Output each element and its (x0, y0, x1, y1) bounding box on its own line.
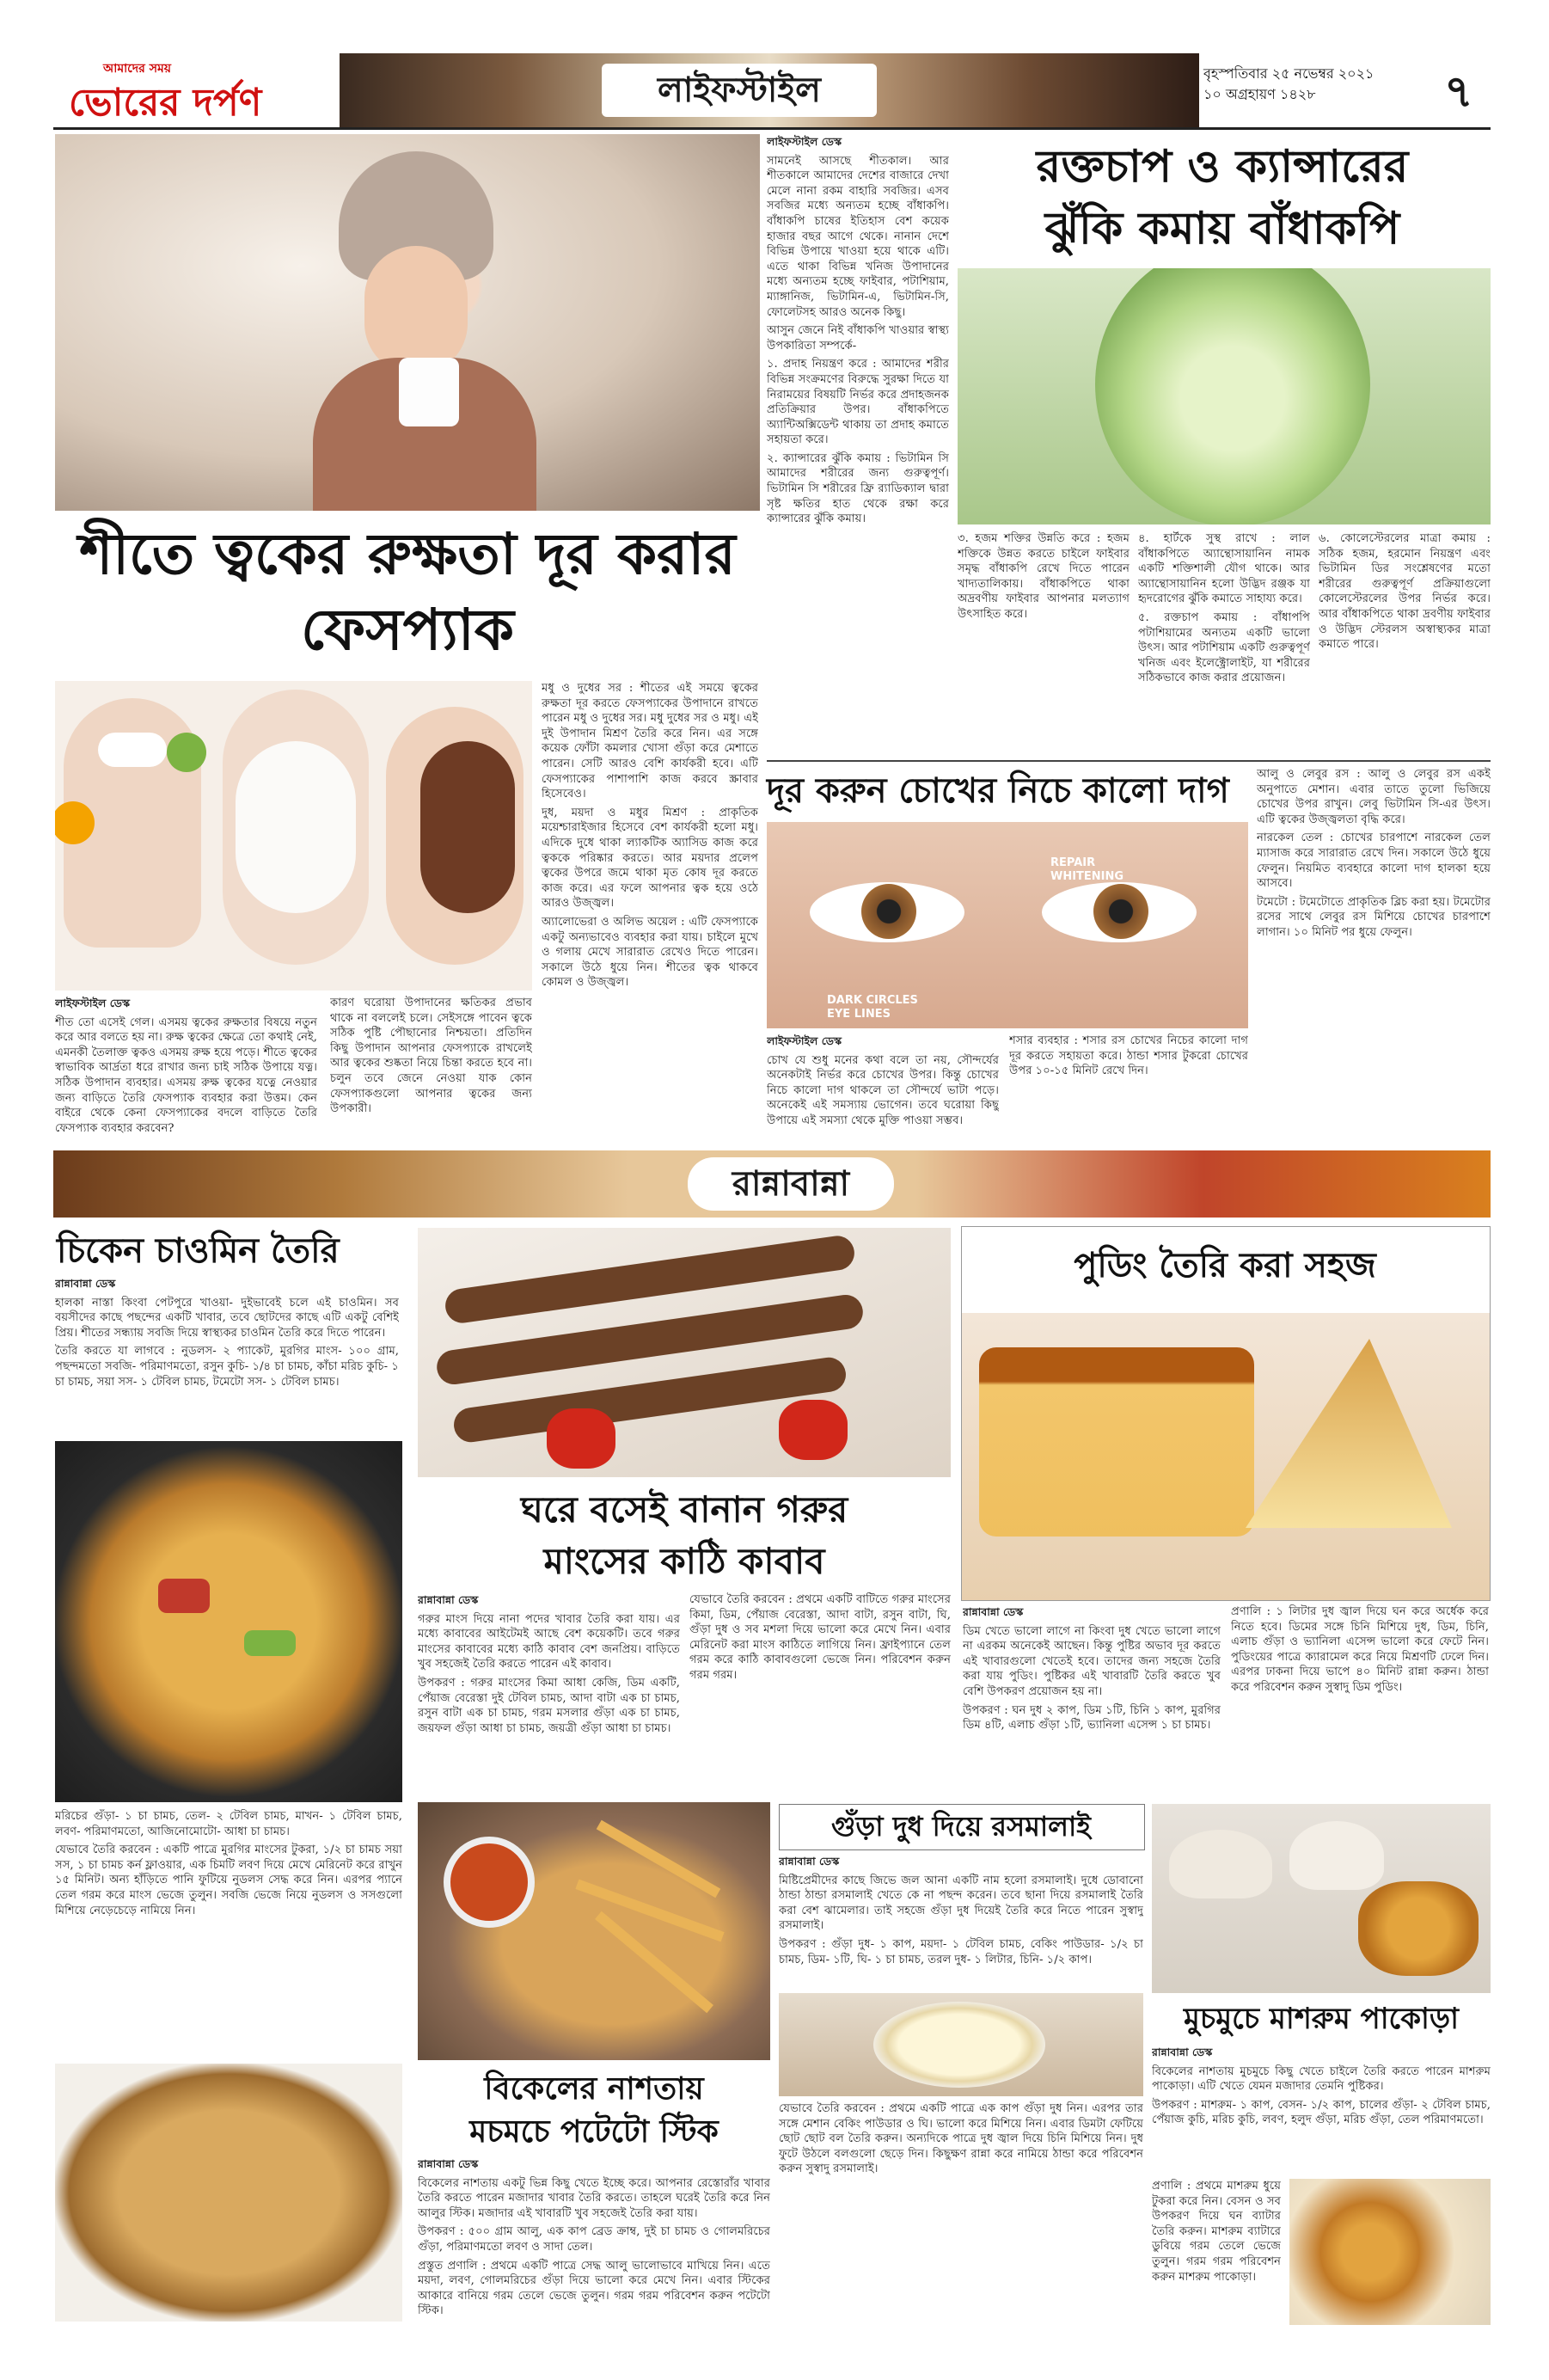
cabbage-col-4 (1319, 531, 1491, 757)
potato-paragraph: প্রস্তুত প্রণালি : প্রথমে একটি পাত্রে সেদ্ধ আলু ভালোভাবে মাখিয়ে নিন। এতে ময়দা, লবণ, গোলমরিচের গুঁড়া দিয়ে ভালো করে মেখে নিন। এবার স্টিকের আকারে বানিয়ে গরম তেলে ভেজে তুলুন। গরম গরম পরিবেশন করুন পটেটো স্টিক। (418, 2259, 770, 2318)
pudding-paragraph: প্রণালি : ১ লিটার দুধ জ্বাল দিয়ে ঘন করে অর্ধেক করে নিতে হবে। ডিমের সঙ্গে চিনি মিশিয়ে দুধ, ডিম, চিনি, এলাচ গুঁড়া ও ভ্যানিলা এসেন্স ভালো করে ফেটে নিন। পুডিংয়ের পাত্রে ক্যারামেল করে নিয়ে মিশ্রণটি ঢেলে দিন। এরপর ঢাকনা দিয়ে ভাপে ৪০ মিনিট রান্না করুন। ঠান্ডা করে পরিবেশন করুন সুস্বাদু ডিম পুডিং। (1231, 1605, 1489, 1694)
chowmein-paragraph: হালকা নাস্তা কিংবা পেটপুরে খাওয়া- দুইভাবেই চলে এই চাওমিন। সব বয়সীদের কাছে পছন্দের একটি খাবার, তবে ছোটদের কাছে এটি একটু বেশিই প্রিয়। শীতের সন্ধ্যায় সবজি দিয়ে স্বাস্থ্যকর চাওমিন তৈরি করে দিতে পারেন। (55, 1296, 399, 1340)
mushroom-photo (1152, 1804, 1491, 1993)
cabbage-col-1 (767, 134, 949, 755)
logo-tagline: আমাদের সময় (103, 62, 171, 76)
food-section-title: রান্নাবান্না (688, 1157, 894, 1211)
rasmalai-paragraph: উপকরণ : গুঁড়া দুধ- ১ কাপ, ময়দা- ১ টেবিল চামচ, বেকিং পাউডার- ১/২ চা চামচ, ডিম- ১টি, ঘি- ১ চা চামচ, তরল দুধ- ১ লিটার, চিনি- ১/২ কাপ। (779, 1937, 1143, 1966)
potato-paragraph: বিকেলের নাশতায় একটু ভিন্ন কিছু খেতে ইচ্ছে করে। আপনার রেস্তোরাঁর খাবার তৈরি করতে পারেন মজাদার খাবার তৈরি করতে। তাহলে ঘরেই তৈরি করে নিন আলুর স্টিক। মজাদার এই খাবারটি খুব সহজেই তৈরি করা যায়। (418, 2176, 770, 2220)
cabbage-paragraph: ৪. হার্টকে সুস্থ রাখে : লাল বাঁধাকপিতে অ্যান্থোসায়ানিন নামক একটি শক্তিশালী যৌগ থাকে। আর অ্যান্থোসায়ানিন হলো উদ্ভিদ রঞ্জক যা হৃদরোগের ঝুঁকি কমাতে সাহায্য করে। (1138, 532, 1310, 606)
facepack-photo (55, 681, 532, 991)
cabbage-paragraph: ১. প্রদাহ নিয়ন্ত্রণ করে : আমাদের শরীর বিভিন্ন সংক্রমণের বিরুদ্ধে সুরক্ষা দিতে যা নিরাময়ের বিষয়টি নির্ভর করে প্রদাহজনক প্রতিক্রিয়ার উপর। বাঁধাকপিতে অ্যান্টিঅক্সিডেন্ট থাকায় তা প্রদাহ কমাতে সহায়তা করে। (767, 358, 949, 447)
cabbage-col-3 (1138, 531, 1310, 757)
kebab-paragraph: যেভাবে তৈরি করবেন : প্রথমে একটি বাটিতে গরুর মাংসের কিমা, ডিম, পেঁয়াজ বেরেস্তা, আদা বাটা, রসুন বাটা, ঘি, গুঁড়া দুধ ও সব মশলা দিয়ে ভালো করে মেখে নিন। এবার মেরিনেট করা মাংস কাঠিতে লাগিয়ে নিন। ফ্রাইপ্যানে তেল গরম করে কাঠি কাবাবগুলো ভেজে নিন। পরিবেশন করুন গরম গরম। (689, 1593, 951, 1682)
cabbage-paragraph: ৩. হজম শক্তির উন্নতি করে : হজম শক্তিকে উন্নত করতে চাইলে ফাইবার সমৃদ্ধ বাঁধাকপি রেখে দিতে পারেন খাদ্যতালিকায়। বাঁধাকপিতে থাকা অদ্রবণীয় ফাইবার আপনার মলত্যাগ উৎসাহিত করে। (958, 532, 1130, 621)
mushroom-pakora-photo (1289, 2179, 1491, 2325)
rasmalai-byline: রান্নাবান্না ডেস্ক (779, 1855, 840, 1868)
whitening-label: WHITENING (1050, 870, 1124, 883)
eyes-photo (767, 822, 1248, 1028)
section-title: লাইফস্টাইল (602, 64, 877, 117)
pudding-col-1 (963, 1604, 1221, 1800)
chowmein-paragraph: মরিচের গুঁড়া- ১ চা চামচ, তেল- ২ টেবিল চামচ, মাখন- ১ টেবিল চামচ, লবণ- পরিমাণমতো, আজিনোমোটো- আধা চা চামচ। (55, 1810, 402, 1838)
kebab-col-2 (689, 1592, 951, 1756)
rasmalai-intro (779, 1854, 1143, 1988)
date-line-bengali: ১০ অগ্রহায়ণ ১৪২৮ (1203, 86, 1316, 102)
pudding-headline: পুডিং তৈরি করা সহজ (1074, 1245, 1376, 1285)
skin-paragraph: মধু ও দুধের সর : শীতের এই সময়ে ত্বকের রুক্ষতা দূর করতে ফেসপ্যাকের উপাদানে রাখতে পারেন মধু ও দুধের সর। মধু দুধের সর ও মধু। এই দুই উপাদান মিশ্রণ তৈরি করে নিন। এর সঙ্গে কয়েক ফোঁটা কমলার খোসা গুঁড়া করে মেশাতে পারেন। সেটি আরও বেশি কার্যকরী হবে। এটি ফেসপ্যাকের পাশাপাশি কাজ করবে স্ক্রাবার হিসেবেও। (542, 682, 758, 801)
cabbage-headline (956, 136, 1489, 260)
rasmalai-method (779, 2101, 1143, 2325)
face-chocolate-mask (386, 707, 523, 965)
mushroom-byline: রান্নাবান্না ডেস্ক (1152, 2046, 1213, 2058)
repair-label: REPAIR (1050, 856, 1096, 869)
date-line-gregorian: বৃহস্পতিবার ২৫ নভেম্বর ২০২১ (1203, 65, 1375, 82)
chowmein-paragraph: যেভাবে তৈরি করবেন : একটি পাত্রে মুরগির মাংসের টুকরা, ১/২ চা চামচ সয়া সস, ১ চা চামচ কর্ন ফ্লাওয়ার, এক চিমটি লবণ দিয়ে মেখে মেরিনেট করে রাখুন ১৫ মিনিট। অন্য হাঁড়িতে পানি ফুটিয়ে নুডলস সেদ্ধ করে নিন। এরপর প্যানে তেল গরম করে মাংস ভেজে তুলুন। সবজি ভেজে নিয়ে নুডলস ও সসগুলো মিশিয়ে নেড়েচেড়ে নামিয়ে নিন। (55, 1843, 402, 1917)
skin-col-1 (55, 996, 317, 1144)
chowmein-headline: চিকেন চাওমিন তৈরি (57, 1230, 340, 1271)
potato-stick-photo (418, 1802, 770, 2060)
kebab-headline-line1: ঘরে বসেই বানান গরুর (520, 1488, 848, 1530)
face-white-mask (223, 690, 369, 965)
eyes-paragraph: নারকেল তেল : চোখের চারপাশে নারকেল তেল ম্যাসাজ করে সারারাত রেখে দিন। সকালে উঠে ধুয়ে ফেলুন। নিয়মিত ব্যবহারে কালো দাগ হালকা হয়ে আসবে। (1257, 831, 1491, 891)
face-shape (364, 246, 468, 375)
mushroom-headline: মুচমুচে মাশরুম পাকোড়া (1184, 2002, 1459, 2036)
mushroom-paragraph: প্রণালি : প্রথমে মাশরুম ধুয়ে টুকরা করে নিন। বেসন ও সব উপকরণ দিয়ে ঘন ব্যাটার তৈরি করুন। মাশরুম ব্যাটারে ডুবিয়ে গরম তেলে ভেজে তুলুন। গরম গরম পরিবেশন করুন মাশরুম পাকোড়া। (1152, 2180, 1281, 2284)
chowmein-paragraph: তৈরি করতে যা লাগবে : নুডলস- ২ প্যাকেট, মুরগির মাংস- ১০০ গ্রাম, পছন্দমতো সবজি- পরিমাণমতো, রসুন কুচি- ১/৪ চা চামচ, কাঁচা মরিচ কুচি- ১ চা চামচ, সয়া সস- ১ টেবিল চামচ, টমেটো সস- ১ টেবিল চামচ। (55, 1345, 399, 1389)
page-number: ৭ (1444, 66, 1473, 118)
cabbage-paragraph: ৫. রক্তচাপ কমায় : বাঁধাপপি পটাশিয়ামের অন্যতম একটি ভালো উৎস। আর পটাশিয়াম একটি গুরুত্বপূর্ণ খনিজ এবং ইলেক্ট্রোলাইট, যা শরীরের সঠিকভাবে কাজ করার প্রয়োজন। (1138, 610, 1310, 685)
kebab-photo (418, 1228, 951, 1477)
potato-paragraph: উপকরণ : ৫০০ গ্রাম আলু, এক কাপ ব্রেড ক্রাম্ব, দুই চা চামচ ও গোলমরিচের গুঁড়া, পরিমাণমতো লবণ ও সাদা তেল। (418, 2225, 770, 2254)
chowmein-intro (55, 1276, 399, 1436)
cabbage-byline: লাইফস্টাইল ডেস্ক (767, 135, 842, 148)
cabbage-paragraph: ২. ক্যান্সারের ঝুঁকি কমায় : ভিটামিন সি আমাদের শরীরের জন্য গুরুত্বপূর্ণ। ভিটামিন সি শরীরের ফ্রি র‌্যাডিক্যাল দ্বারা সৃষ্ট ক্ষতির হাত থেকে রক্ষা করে ক্যান্সারের ঝুঁকি কমায়। (767, 451, 949, 526)
mug-shape (399, 358, 459, 426)
skin-paragraph: দুধ, ময়দা ও মধুর মিশ্রণ : প্রাকৃতিক ময়েশ্চারাইজার হিসেবে বেশ কার্যকরী হলো মধু। এদিকে দুধে থাকা ল্যাকটিক অ্যাসিড কাজ করে ত্বককে পরিষ্কার করতে। আর ময়দার প্রলেপ ত্বকের উপরে জমে থাকা মৃত কোষ দূর করতে কাজ করে। এর ফলে আপনার ত্বক হয়ে ওঠে আরও উজ্জ্বল। (542, 806, 758, 911)
cabbage-photo (958, 268, 1491, 524)
eyes-paragraph: চোখ যে শুধু মনের কথা বলে তা নয়, সৌন্দর্যের অনেকটাই নির্ভর করে চোখের উপর। কিন্তু চোখের নিচে কালো দাগ থাকলে তা সৌন্দর্যে ভাটা পড়ে। অনেকেই এই সমস্যায় ভোগেন। তবে ঘরোয়া কিছু উপায়ে এই সমস্যা থেকে মুক্তি পাওয়া সম্ভব। (767, 1053, 999, 1127)
face-fruit-mask (64, 698, 201, 948)
potato-headline-line1: বিকেলের নাশতায় (484, 2070, 704, 2107)
cabbage-paragraph: আসুন জেনে নিই বাঁধাকপি খাওয়ার স্বাস্থ্য উপকারিতা সম্পর্কে- (767, 324, 949, 353)
eyes-col-2 (1009, 1034, 1248, 1144)
rasmalai-paragraph: মিষ্টিপ্রেমীদের কাছে জিভে জল আনা একটি নাম হলো রসমালাই। দুধে ডোবানো ঠান্ডা ঠান্ডা রসমালাই খেতে কে না পছন্দ করেন। তবে ছানা দিয়ে রসমালাই তৈরি করা বেশ ঝামেলার। তাই সহজে গুঁড়া দুধ দিয়েই তৈরি করে নিতে পারেন সুস্বাদু রসমালাই। (779, 1874, 1143, 1933)
pudding-photo (962, 1313, 1490, 1600)
cabbage-head-shape (1095, 268, 1370, 524)
skin-byline: লাইফস্টাইল ডেস্ক (55, 997, 130, 1009)
pudding-paragraph: উপকরণ : ঘন দুধ ২ কাপ, ডিম ১টি, চিনি ১ কাপ, মুরগির ডিম ৪টি, এলাচ গুঁড়া ১টি, ভ্যানিলা এসেন্স ১ চা চামচ। (963, 1703, 1221, 1733)
potato-body (418, 2156, 770, 2325)
skin-col-2 (330, 996, 532, 1144)
chowmein-method (55, 1809, 402, 2058)
winter-woman-photo (55, 134, 760, 511)
mushroom-col-1 (1152, 2045, 1491, 2174)
potato-headline-line2: মচমচে পটেটো স্টিক (469, 2113, 719, 2150)
pudding-byline: রান্নাবান্না ডেস্ক (963, 1605, 1024, 1618)
eyes-byline: লাইফস্টাইল ডেস্ক (767, 1034, 842, 1047)
potato-byline: রান্নাবান্না ডেস্ক (418, 2157, 479, 2170)
cabbage-headline-line2: ঝুঁকি কমায় বাঁধাকপি (1044, 202, 1400, 255)
chowmein-byline: রান্নাবান্না ডেস্ক (55, 1277, 116, 1290)
eye-lines-label: EYE LINES (827, 1008, 891, 1021)
eyes-paragraph: শসার ব্যবহার : শসার রস চোখের নিচের কালো দাগ দূর করতে সহায়তা করে। ঠান্ডা শসার টুকরো চোখের উপর ১০-১৫ মিনিট রেখে দিন। (1009, 1034, 1248, 1078)
skin-col-3 (542, 681, 758, 1144)
kebab-paragraph: গরুর মাংস দিয়ে নানা পদের খাবার তৈরি করা যায়। এর মধ্যে কাবাবের আইটেমই আছে বেশ কয়েকটি। তবে গরুর মাংসের কাবাবের মধ্যে কাঠি কাবাব বেশ জনপ্রিয়। বাড়িতে খুব সহজেই তৈরি করতে পারেন এই কাবাব। (418, 1612, 680, 1672)
dark-circles-label: DARK CIRCLES (827, 994, 918, 1007)
skin-paragraph: অ্যালোভেরা ও অলিভ অয়েল : এটি ফেসপ্যাকে একটু অন্যভাবেও ব্যবহার করা যায়। চাইলে মুখে ও গলায় মেখে সারারাত রেখেও দিতে পারেন। সকালে উঠে ধুয়ে নিন। শীতের ত্বক থাকবে কোমল ও উজ্জ্বল। (542, 915, 758, 990)
divider-line (767, 760, 1491, 762)
kebab-byline: রান্নাবান্না ডেস্ক (418, 1593, 479, 1606)
cabbage-paragraph: সামনেই আসছে শীতকাল। আর শীতকালে আমাদের দেশের বাজারে দেখা মেলে নানা রকম বাহারি সবজির। এসব সবজির মধ্যে অন্যতম হচ্ছে বাঁধাকপি। বাঁধাকপি চাষের ইতিহাস বেশ কয়েক হাজার বছর আগে থেকে। নানান দেশে বিভিন্ন উপায়ে খাওয়া হয়ে থাকে এটি। এতে থাকা বিভিন্ন খনিজ উপাদানের মধ্যে অন্যতম হচ্ছে ফাইবার, পটাশিয়াম, ম্যাঙ্গানিজ, ভিটামিন-এ, ভিটামিন-সি, ফোলেটসহ আরও অনেক কিছু। (767, 154, 949, 319)
issue-date (1203, 64, 1374, 105)
eyes-col-1 (767, 1034, 999, 1144)
mushroom-col-2 (1152, 2179, 1281, 2325)
newspaper-logo: ভোরের দর্পণ (69, 81, 262, 125)
chowmein-photo (55, 1441, 402, 1802)
potato-headline (418, 2067, 770, 2153)
cabbage-col-2 (958, 531, 1130, 757)
mushroom-paragraph: উপকরণ : মাশরুম- ১ কাপ, বেসন- ১/২ কাপ, চালের গুঁড়া- ২ টেবিল চামচ, পেঁয়াজ কুচি, মরিচ কুচি, লবণ, হলুদ গুঁড়া, মরিচ গুঁড়া, তেল পরিমাণমতো। (1152, 2098, 1491, 2127)
eyes-paragraph: টমেটো : টমেটোতে প্রাকৃতিক ব্লিচ করা হয়। টমেটোর রসের সাথে লেবুর রস মিশিয়ে চোখের চারপাশে লাগান। ১০ মিনিট পর ধুয়ে ফেলুন। (1257, 895, 1491, 939)
eyes-paragraph: আলু ও লেবুর রস : আলু ও লেবুর রস একই অনুপাতে মেশান। এবার তাতে তুলো ভিজিয়ে চোখের উপর রাখুন। লেবু ভিটামিন সি-এর উৎস। এটি ত্বকের উজ্জ্বলতা বৃদ্ধি করে। (1257, 768, 1491, 826)
kebab-col-1 (418, 1592, 680, 1756)
pudding-col-2 (1231, 1604, 1489, 1800)
chowmein-plate-photo (55, 2064, 402, 2322)
pudding-paragraph: ডিম খেতে ভালো লাগে না কিংবা দুধ খেতে ভালো লাগে না এরকম অনেকেই আছেন। কিন্তু পুষ্টির অভাব দূর করতে এই খাবারগুলো খেতেই হবে। তাদের জন্য সহজে তৈরি করা যায় পুডিং। পুষ্টিকর এই খাবারটি তৈরি করতে খুব বেশি উপকরণ প্রয়োজন হয় না। (963, 1624, 1221, 1698)
skin-headline: শীতে ত্বকের রুক্ষতা দূর করার ফেসপ্যাক (79, 520, 736, 663)
kebab-headline-line2: মাংসের কাঠি কাবাব (543, 1540, 825, 1582)
left-eye-iris (861, 884, 916, 939)
eyes-col-3 (1257, 767, 1491, 1144)
rasmalai-paragraph: যেভাবে তৈরি করবেন : প্রথমে একটি পাত্রে এক কাপ গুঁড়া দুধ নিন। এরপর তার সঙ্গে মেশান বেকিং পাউডার ও ঘি। ভালো করে মিশিয়ে নিন। এবার ডিমটা ফেটিয়ে ছোট ছোট বল তৈরি করুন। অন্যদিকে পাত্রে দুধ জ্বাল দিয়ে চিনি মিশিয়ে নিন। দুধ ফুটে উঠলে বলগুলো ছেড়ে দিন। কিছুক্ষণ রান্না করে নামিয়ে ঠান্ডা করে পরিবেশন করুন সুস্বাদু রসমালাই। (779, 2102, 1143, 2176)
mushroom-paragraph: বিকেলের নাশতায় মুচমুচে কিছু খেতে চাইলে তৈরি করতে পারেন মাশরুম পাকোড়া। এটি খেতে যেমন মজাদার তেমনি পুষ্টিকর। (1152, 2064, 1491, 2094)
cabbage-paragraph: ৬. কোলেস্টেরলের মাত্রা কমায় : সঠিক হজম, হরমোন নিয়ন্ত্রণ এবং ভিটামিন ডির সংশ্লেষণের মতো শরীরের গুরুত্বপূর্ণ প্রক্রিয়াগুলো কোলেস্টেরলের উপর নির্ভর করে। আর বাঁধাকপিতে থাকা দ্রবণীয় ফাইবার ও উদ্ভিদ স্টেরলস অস্বাস্থ্যকর মাত্রা কমাতে পারে। (1319, 532, 1491, 652)
cabbage-headline-line1: রক্তচাপ ও ক্যান্সারের (1036, 140, 1409, 193)
eyes-headline: দূর করুন চোখের নিচে কালো দাগ (767, 770, 1229, 811)
kebab-headline (418, 1484, 951, 1587)
rasmalai-photo (779, 1993, 1143, 2096)
right-eye-iris (1093, 884, 1148, 939)
skin-paragraph: কারণ ঘরোয়া উপাদানের ক্ষতিকর প্রভাব থাকে না বললেই চলে। সেইসঙ্গে পাবেন ত্বকে সঠিক পুষ্টি পৌছানোর নিশ্চয়তা। প্রতিদিন কিছু উপাদান আপনার ফেসপ্যাকে রাখলেই আর ত্বকের শুষ্কতা নিয়ে চিন্তা করতে হবে না। চলুন তবে জেনে নেওয়া যাক কোন ফেসপ্যাকগুলো আপনার ত্বকের জন্য উপকারী। (330, 997, 532, 1116)
rasmalai-headline: গুঁড়া দুধ দিয়ে রসমালাই (831, 1810, 1091, 1843)
kebab-paragraph: উপকরণ : গরুর মাংসের কিমা আধা কেজি, ডিম একটি, পেঁয়াজ বেরেস্তা দুই টেবিল চামচ, আদা বাটা এক চা চামচ, রসুন বাটা এক চা চামচ, গরম মসলার গুঁড়া এক চা চামচ, জয়ফল গুঁড়া আধা চা চামচ, জয়ত্রী গুঁড়া আধা চা চামচ। (418, 1676, 680, 1735)
skin-paragraph: শীত তো এসেই গেল। এসময় ত্বকের রুক্ষতার বিষয়ে নতুন করে আর বলতে হয় না। রুক্ষ ত্বকের ক্ষেত্রে তো কথাই নেই, এমনকী তৈলাক্ত ত্বকও এসময় রুক্ষ হয়ে পড়ে। শীতে ত্বকের স্বাভাবিক আর্দ্রতা ধরে রাখার জন্য চাই সঠিক উপায়ে যত্ন। সঠিক উপাদান ব্যবহার। এসময় রুক্ষ ত্বকের যত্নে নেওয়ার জন্য বাড়িতে তৈরি ফেসপ্যাক ব্যবহার করা উত্তম। কেন বাইরে থেকে কেনা ফেসপ্যাকের বদলে বাড়িতে তৈরি ফেসপ্যাক ব্যবহার করবেন? (55, 1015, 317, 1135)
